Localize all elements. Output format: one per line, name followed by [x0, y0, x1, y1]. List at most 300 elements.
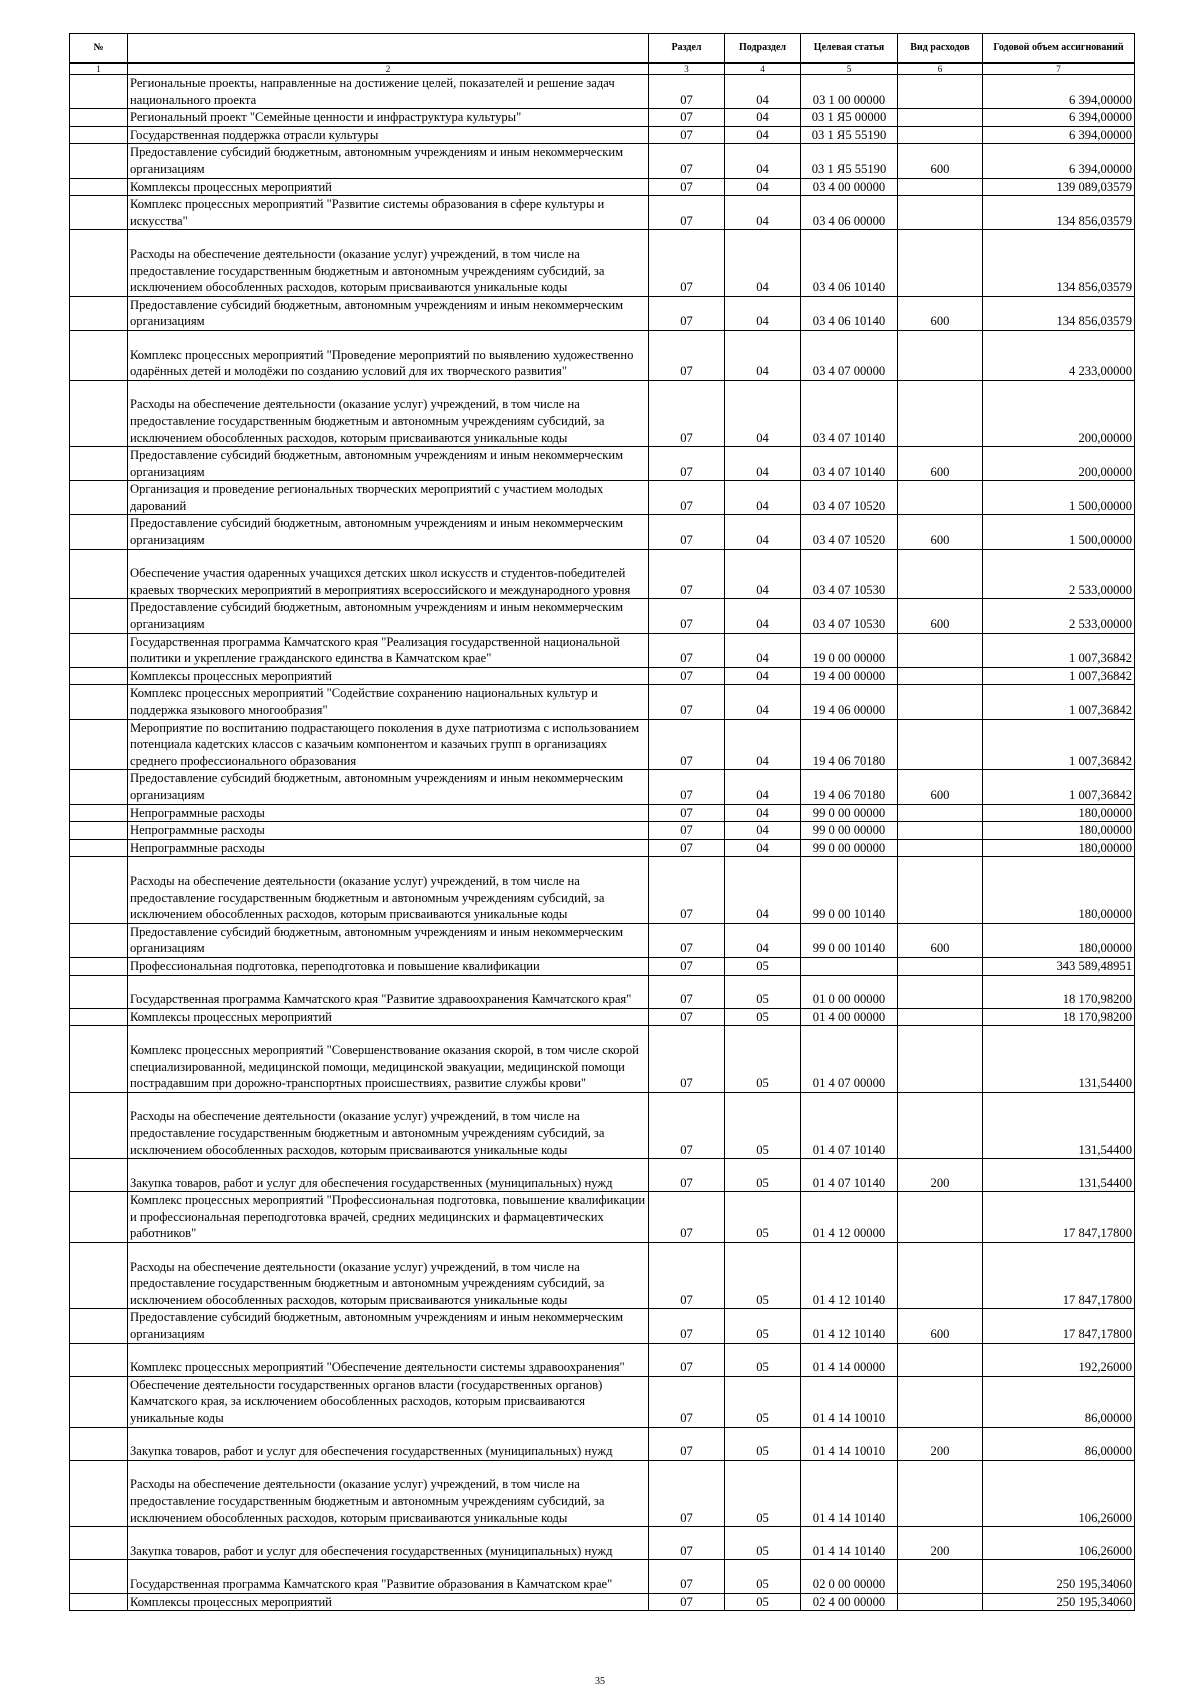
row-number-cell	[70, 1026, 128, 1092]
row-amount-cell: 18 170,98200	[983, 1008, 1135, 1026]
row-expense-type-cell	[898, 857, 983, 923]
row-razdel-cell: 07	[649, 1460, 725, 1526]
row-razdel-cell: 07	[649, 1092, 725, 1158]
row-target-article-cell: 19 4 00 00000	[801, 667, 898, 685]
row-target-article-cell: 03 4 06 10140	[801, 296, 898, 330]
row-target-article-cell: 01 4 07 10140	[801, 1159, 898, 1192]
row-name-cell: Государственная программа Камчатского края "Развитие образования в Камчатском крае"	[128, 1560, 649, 1593]
row-number-cell	[70, 1243, 128, 1309]
row-target-article-cell: 01 4 12 00000	[801, 1192, 898, 1243]
row-amount-cell: 131,54400	[983, 1026, 1135, 1092]
row-name-cell: Комплексы процессных мероприятий	[128, 178, 649, 196]
row-podrazdel-cell: 05	[725, 1008, 801, 1026]
row-target-article-cell	[801, 957, 898, 975]
row-name-cell: Непрограммные расходы	[128, 804, 649, 822]
row-name-cell: Обеспечение участия одаренных учащихся детских школ искусств и студентов-победителей краевых творческих мероприятий в мероприятиях всероссийского и международного уровня	[128, 549, 649, 599]
row-target-article-cell: 01 4 12 10140	[801, 1309, 898, 1343]
row-podrazdel-cell: 04	[725, 667, 801, 685]
budget-table	[69, 33, 1135, 1611]
row-podrazdel-cell: 04	[725, 481, 801, 515]
table-row	[70, 975, 1135, 1008]
row-expense-type-cell	[898, 957, 983, 975]
row-razdel-cell: 07	[649, 549, 725, 599]
row-amount-cell: 17 847,17800	[983, 1192, 1135, 1243]
row-name-cell: Комплекс процессных мероприятий "Профессиональная подготовка, повышение квалификации и профессиональная переподготовка врачей, средних медицинских и фармацевтических работников"	[128, 1192, 649, 1243]
row-target-article-cell: 03 4 06 10140	[801, 230, 898, 296]
row-podrazdel-cell: 05	[725, 1527, 801, 1560]
row-amount-cell: 6 394,00000	[983, 144, 1135, 178]
row-target-article-cell: 03 1 Я5 55190	[801, 144, 898, 178]
column-number: 2	[128, 63, 649, 75]
row-target-article-cell: 01 4 07 10140	[801, 1092, 898, 1158]
row-name-cell: Предоставление субсидий бюджетным, автономным учреждениям и иным некоммерческим организациям	[128, 923, 649, 957]
header-expense-type: Вид расходов	[898, 34, 983, 64]
row-podrazdel-cell: 04	[725, 296, 801, 330]
row-podrazdel-cell: 04	[725, 839, 801, 857]
row-number-cell	[70, 839, 128, 857]
row-razdel-cell: 07	[649, 719, 725, 770]
row-expense-type-cell: 200	[898, 1159, 983, 1192]
row-amount-cell: 131,54400	[983, 1092, 1135, 1158]
row-number-cell	[70, 1192, 128, 1243]
row-razdel-cell: 07	[649, 1593, 725, 1611]
row-number-cell	[70, 109, 128, 127]
row-razdel-cell: 07	[649, 144, 725, 178]
row-podrazdel-cell: 04	[725, 196, 801, 230]
row-razdel-cell: 07	[649, 633, 725, 667]
row-target-article-cell: 01 4 07 00000	[801, 1026, 898, 1092]
row-number-cell	[70, 515, 128, 549]
row-amount-cell: 180,00000	[983, 857, 1135, 923]
row-podrazdel-cell: 04	[725, 109, 801, 127]
row-expense-type-cell	[898, 1460, 983, 1526]
row-razdel-cell: 07	[649, 957, 725, 975]
table-row	[70, 330, 1135, 380]
row-razdel-cell: 07	[649, 1026, 725, 1092]
row-podrazdel-cell: 05	[725, 1159, 801, 1192]
row-number-cell	[70, 599, 128, 633]
row-expense-type-cell	[898, 822, 983, 840]
header-annual-volume: Годовой объем ассигнований	[983, 34, 1135, 64]
row-name-cell: Закупка товаров, работ и услуг для обеспечения государственных (муниципальных) нужд	[128, 1427, 649, 1460]
row-podrazdel-cell: 05	[725, 1309, 801, 1343]
table-row	[70, 178, 1135, 196]
row-podrazdel-cell: 04	[725, 719, 801, 770]
row-amount-cell: 1 007,36842	[983, 685, 1135, 719]
row-expense-type-cell	[898, 1192, 983, 1243]
row-razdel-cell: 07	[649, 857, 725, 923]
row-name-cell: Непрограммные расходы	[128, 839, 649, 857]
row-number-cell	[70, 75, 128, 109]
row-razdel-cell: 07	[649, 196, 725, 230]
table-row	[70, 1026, 1135, 1092]
row-name-cell: Комплекс процессных мероприятий "Совершенствование оказания скорой, в том числе скорой специализированной, медицинской помощи, медицинской эвакуации, медицинской помощи пострадавшим при дорожно-транспортных происшествиях, развитие службы крови"	[128, 1026, 649, 1092]
row-podrazdel-cell: 04	[725, 599, 801, 633]
row-amount-cell: 1 007,36842	[983, 770, 1135, 804]
table-row	[70, 1159, 1135, 1192]
row-amount-cell: 139 089,03579	[983, 178, 1135, 196]
row-target-article-cell: 03 4 07 10520	[801, 515, 898, 549]
row-expense-type-cell	[898, 633, 983, 667]
row-number-cell	[70, 1460, 128, 1526]
row-name-cell: Предоставление субсидий бюджетным, автономным учреждениям и иным некоммерческим организациям	[128, 515, 649, 549]
row-podrazdel-cell: 05	[725, 1593, 801, 1611]
row-number-cell	[70, 975, 128, 1008]
row-number-cell	[70, 957, 128, 975]
row-expense-type-cell	[898, 196, 983, 230]
row-name-cell: Расходы на обеспечение деятельности (оказание услуг) учреждений, в том числе на предоставление государственным бюджетным и автономным учреждениям субсидий, за исключением обособленных расходов, которым присваиваются уникальные коды	[128, 230, 649, 296]
row-expense-type-cell: 600	[898, 770, 983, 804]
row-podrazdel-cell: 05	[725, 1427, 801, 1460]
table-row	[70, 109, 1135, 127]
row-expense-type-cell	[898, 719, 983, 770]
table-row	[70, 957, 1135, 975]
row-expense-type-cell	[898, 330, 983, 380]
row-number-cell	[70, 1560, 128, 1593]
row-name-cell: Комплексы процессных мероприятий	[128, 1593, 649, 1611]
row-podrazdel-cell: 05	[725, 1460, 801, 1526]
row-target-article-cell: 19 4 06 70180	[801, 719, 898, 770]
table-row	[70, 1460, 1135, 1526]
row-razdel-cell: 07	[649, 975, 725, 1008]
row-target-article-cell: 99 0 00 10140	[801, 923, 898, 957]
row-target-article-cell: 01 4 14 10140	[801, 1460, 898, 1526]
row-number-cell	[70, 126, 128, 144]
row-target-article-cell: 03 1 Я5 55190	[801, 126, 898, 144]
column-number: 4	[725, 63, 801, 75]
row-razdel-cell: 07	[649, 1527, 725, 1560]
row-target-article-cell: 02 0 00 00000	[801, 1560, 898, 1593]
row-number-cell	[70, 144, 128, 178]
row-razdel-cell: 07	[649, 599, 725, 633]
row-razdel-cell: 07	[649, 685, 725, 719]
row-podrazdel-cell: 05	[725, 975, 801, 1008]
row-podrazdel-cell: 04	[725, 515, 801, 549]
row-number-cell	[70, 1309, 128, 1343]
row-name-cell: Закупка товаров, работ и услуг для обеспечения государственных (муниципальных) нужд	[128, 1527, 649, 1560]
row-razdel-cell: 07	[649, 667, 725, 685]
row-razdel-cell: 07	[649, 109, 725, 127]
table-body	[70, 75, 1135, 1611]
row-amount-cell: 17 847,17800	[983, 1309, 1135, 1343]
row-name-cell: Комплекс процессных мероприятий "Содействие сохранению национальных культур и поддержка языкового многообразия"	[128, 685, 649, 719]
row-number-cell	[70, 1427, 128, 1460]
table-row	[70, 447, 1135, 481]
row-name-cell: Комплекс процессных мероприятий "Проведение мероприятий по выявлению художественно одарённых детей и молодёжи по созданию условий для их творческого развития"	[128, 330, 649, 380]
row-expense-type-cell	[898, 839, 983, 857]
table-row	[70, 822, 1135, 840]
row-number-cell	[70, 481, 128, 515]
table-row	[70, 685, 1135, 719]
row-number-cell	[70, 1593, 128, 1611]
row-number-cell	[70, 770, 128, 804]
row-target-article-cell: 19 4 06 70180	[801, 770, 898, 804]
row-target-article-cell: 01 4 14 10010	[801, 1427, 898, 1460]
row-podrazdel-cell: 04	[725, 923, 801, 957]
row-podrazdel-cell: 05	[725, 1243, 801, 1309]
row-podrazdel-cell: 04	[725, 770, 801, 804]
row-razdel-cell: 07	[649, 481, 725, 515]
row-number-cell	[70, 719, 128, 770]
row-expense-type-cell	[898, 230, 983, 296]
row-podrazdel-cell: 04	[725, 144, 801, 178]
row-expense-type-cell: 600	[898, 515, 983, 549]
table-row	[70, 144, 1135, 178]
row-razdel-cell: 07	[649, 126, 725, 144]
table-row	[70, 857, 1135, 923]
row-target-article-cell: 03 4 07 10520	[801, 481, 898, 515]
row-number-cell	[70, 667, 128, 685]
row-target-article-cell: 01 4 12 10140	[801, 1243, 898, 1309]
row-name-cell: Предоставление субсидий бюджетным, автономным учреждениям и иным некоммерческим организациям	[128, 599, 649, 633]
row-target-article-cell: 19 4 06 00000	[801, 685, 898, 719]
row-expense-type-cell	[898, 1376, 983, 1427]
column-number: 5	[801, 63, 898, 75]
row-amount-cell: 1 007,36842	[983, 633, 1135, 667]
table-row	[70, 1008, 1135, 1026]
row-podrazdel-cell: 04	[725, 380, 801, 446]
row-podrazdel-cell: 05	[725, 1092, 801, 1158]
row-razdel-cell: 07	[649, 230, 725, 296]
row-name-cell: Комплекс процессных мероприятий "Обеспечение деятельности системы здравоохранения"	[128, 1343, 649, 1376]
row-name-cell: Мероприятие по воспитанию подрастающего поколения в духе патриотизма с использованием потенциала кадетских классов с казачьим компонентом и казачьих групп в организациях среднего профессионального образования	[128, 719, 649, 770]
row-amount-cell: 2 533,00000	[983, 549, 1135, 599]
row-target-article-cell: 03 4 07 10530	[801, 599, 898, 633]
row-amount-cell: 1 007,36842	[983, 719, 1135, 770]
table-row	[70, 481, 1135, 515]
row-razdel-cell: 07	[649, 1376, 725, 1427]
row-expense-type-cell	[898, 1593, 983, 1611]
row-podrazdel-cell: 04	[725, 330, 801, 380]
row-target-article-cell: 03 4 07 10140	[801, 380, 898, 446]
column-number: 3	[649, 63, 725, 75]
row-number-cell	[70, 633, 128, 667]
header-name	[128, 34, 649, 64]
row-razdel-cell: 07	[649, 515, 725, 549]
row-razdel-cell: 07	[649, 1560, 725, 1593]
row-number-cell	[70, 685, 128, 719]
row-razdel-cell: 07	[649, 1343, 725, 1376]
row-name-cell: Расходы на обеспечение деятельности (оказание услуг) учреждений, в том числе на предоставление государственным бюджетным и автономным учреждениям субсидий, за исключением обособленных расходов, которым присваиваются уникальные коды	[128, 380, 649, 446]
row-number-cell	[70, 296, 128, 330]
row-razdel-cell: 07	[649, 1243, 725, 1309]
row-number-cell	[70, 822, 128, 840]
row-amount-cell: 2 533,00000	[983, 599, 1135, 633]
row-amount-cell: 134 856,03579	[983, 230, 1135, 296]
row-name-cell: Государственная поддержка отрасли культуры	[128, 126, 649, 144]
row-number-cell	[70, 1376, 128, 1427]
table-row	[70, 1309, 1135, 1343]
row-number-cell	[70, 230, 128, 296]
row-target-article-cell: 99 0 00 10140	[801, 857, 898, 923]
header-num: №	[70, 34, 128, 64]
row-expense-type-cell	[898, 1008, 983, 1026]
row-target-article-cell: 99 0 00 00000	[801, 804, 898, 822]
row-expense-type-cell	[898, 667, 983, 685]
row-target-article-cell: 03 1 00 00000	[801, 75, 898, 109]
row-expense-type-cell	[898, 1026, 983, 1092]
row-name-cell: Профессиональная подготовка, переподготовка и повышение квалификации	[128, 957, 649, 975]
row-target-article-cell: 19 0 00 00000	[801, 633, 898, 667]
row-expense-type-cell: 600	[898, 599, 983, 633]
row-expense-type-cell	[898, 75, 983, 109]
row-name-cell: Расходы на обеспечение деятельности (оказание услуг) учреждений, в том числе на предоставление государственным бюджетным и автономным учреждениям субсидий, за исключением обособленных расходов, которым присваиваются уникальные коды	[128, 857, 649, 923]
row-name-cell: Предоставление субсидий бюджетным, автономным учреждениям и иным некоммерческим организациям	[128, 296, 649, 330]
row-name-cell: Организация и проведение региональных творческих мероприятий с участием молодых дарований	[128, 481, 649, 515]
row-razdel-cell: 07	[649, 296, 725, 330]
table-row	[70, 1243, 1135, 1309]
table-header	[70, 34, 1135, 75]
row-expense-type-cell	[898, 1560, 983, 1593]
row-number-cell	[70, 1343, 128, 1376]
row-expense-type-cell	[898, 1343, 983, 1376]
row-amount-cell: 106,26000	[983, 1527, 1135, 1560]
row-expense-type-cell	[898, 1092, 983, 1158]
row-expense-type-cell: 200	[898, 1527, 983, 1560]
row-amount-cell: 18 170,98200	[983, 975, 1135, 1008]
row-podrazdel-cell: 05	[725, 1376, 801, 1427]
row-amount-cell: 1 500,00000	[983, 481, 1135, 515]
row-podrazdel-cell: 04	[725, 447, 801, 481]
row-razdel-cell: 07	[649, 75, 725, 109]
row-target-article-cell: 01 4 14 10140	[801, 1527, 898, 1560]
table-row	[70, 719, 1135, 770]
row-razdel-cell: 07	[649, 839, 725, 857]
row-amount-cell: 4 233,00000	[983, 330, 1135, 380]
row-expense-type-cell	[898, 685, 983, 719]
column-number: 6	[898, 63, 983, 75]
row-number-cell	[70, 196, 128, 230]
row-podrazdel-cell: 05	[725, 1343, 801, 1376]
table-row	[70, 1427, 1135, 1460]
row-target-article-cell: 01 0 00 00000	[801, 975, 898, 1008]
row-podrazdel-cell: 05	[725, 1192, 801, 1243]
row-name-cell: Региональный проект "Семейные ценности и инфраструктура культуры"	[128, 109, 649, 127]
row-amount-cell: 192,26000	[983, 1343, 1135, 1376]
row-expense-type-cell	[898, 126, 983, 144]
row-target-article-cell: 03 4 07 10140	[801, 447, 898, 481]
row-amount-cell: 200,00000	[983, 380, 1135, 446]
column-number-row	[70, 63, 1135, 75]
row-name-cell: Непрограммные расходы	[128, 822, 649, 840]
row-razdel-cell: 07	[649, 447, 725, 481]
row-razdel-cell: 07	[649, 770, 725, 804]
page-number: 35	[595, 1676, 605, 1687]
row-podrazdel-cell: 04	[725, 75, 801, 109]
row-name-cell: Предоставление субсидий бюджетным, автономным учреждениям и иным некоммерческим организациям	[128, 1309, 649, 1343]
row-name-cell: Комплексы процессных мероприятий	[128, 1008, 649, 1026]
row-expense-type-cell	[898, 549, 983, 599]
row-razdel-cell: 07	[649, 178, 725, 196]
row-target-article-cell: 01 4 14 10010	[801, 1376, 898, 1427]
row-podrazdel-cell: 05	[725, 957, 801, 975]
row-name-cell: Комплексы процессных мероприятий	[128, 667, 649, 685]
row-number-cell	[70, 923, 128, 957]
row-number-cell	[70, 330, 128, 380]
header-podrazdel: Подраздел	[725, 34, 801, 64]
row-amount-cell: 1 007,36842	[983, 667, 1135, 685]
row-name-cell: Расходы на обеспечение деятельности (оказание услуг) учреждений, в том числе на предоставление государственным бюджетным и автономным учреждениям субсидий, за исключением обособленных расходов, которым присваиваются уникальные коды	[128, 1092, 649, 1158]
row-amount-cell: 180,00000	[983, 822, 1135, 840]
table-row	[70, 1376, 1135, 1427]
row-razdel-cell: 07	[649, 380, 725, 446]
column-number: 1	[70, 63, 128, 75]
row-amount-cell: 6 394,00000	[983, 75, 1135, 109]
row-podrazdel-cell: 04	[725, 804, 801, 822]
row-razdel-cell: 07	[649, 1309, 725, 1343]
row-number-cell	[70, 178, 128, 196]
row-number-cell	[70, 447, 128, 481]
table-row	[70, 923, 1135, 957]
row-target-article-cell: 01 4 14 00000	[801, 1343, 898, 1376]
row-razdel-cell: 07	[649, 923, 725, 957]
table-row	[70, 1560, 1135, 1593]
table-row	[70, 770, 1135, 804]
row-expense-type-cell	[898, 975, 983, 1008]
row-amount-cell: 180,00000	[983, 923, 1135, 957]
row-podrazdel-cell: 04	[725, 230, 801, 296]
table-row	[70, 633, 1135, 667]
table-row	[70, 296, 1135, 330]
row-expense-type-cell	[898, 380, 983, 446]
table-row	[70, 126, 1135, 144]
row-amount-cell: 86,00000	[983, 1427, 1135, 1460]
row-expense-type-cell: 200	[898, 1427, 983, 1460]
table-row	[70, 515, 1135, 549]
row-amount-cell: 86,00000	[983, 1376, 1135, 1427]
row-amount-cell: 106,26000	[983, 1460, 1135, 1526]
row-target-article-cell: 99 0 00 00000	[801, 839, 898, 857]
row-expense-type-cell: 600	[898, 923, 983, 957]
table-row	[70, 599, 1135, 633]
row-amount-cell: 343 589,48951	[983, 957, 1135, 975]
row-name-cell: Комплекс процессных мероприятий "Развитие системы образования в сфере культуры и искусства"	[128, 196, 649, 230]
row-expense-type-cell	[898, 804, 983, 822]
row-amount-cell: 180,00000	[983, 804, 1135, 822]
row-razdel-cell: 07	[649, 1159, 725, 1192]
table-row	[70, 804, 1135, 822]
table-row	[70, 667, 1135, 685]
row-razdel-cell: 07	[649, 804, 725, 822]
table-row	[70, 1343, 1135, 1376]
row-podrazdel-cell: 04	[725, 822, 801, 840]
budget-table-sheet	[69, 33, 1134, 1611]
row-number-cell	[70, 1092, 128, 1158]
row-target-article-cell: 01 4 00 00000	[801, 1008, 898, 1026]
row-amount-cell: 1 500,00000	[983, 515, 1135, 549]
row-name-cell: Предоставление субсидий бюджетным, автономным учреждениям и иным некоммерческим организациям	[128, 770, 649, 804]
table-row	[70, 549, 1135, 599]
table-row	[70, 1593, 1135, 1611]
row-number-cell	[70, 857, 128, 923]
row-amount-cell: 200,00000	[983, 447, 1135, 481]
row-podrazdel-cell: 05	[725, 1026, 801, 1092]
row-podrazdel-cell: 05	[725, 1560, 801, 1593]
row-expense-type-cell: 600	[898, 1309, 983, 1343]
table-row	[70, 380, 1135, 446]
row-name-cell: Государственная программа Камчатского края "Развитие здравоохранения Камчатского края"	[128, 975, 649, 1008]
row-target-article-cell: 03 4 07 10530	[801, 549, 898, 599]
row-number-cell	[70, 1159, 128, 1192]
row-name-cell: Предоставление субсидий бюджетным, автономным учреждениям и иным некоммерческим организациям	[128, 447, 649, 481]
row-expense-type-cell: 600	[898, 447, 983, 481]
row-number-cell	[70, 804, 128, 822]
row-razdel-cell: 07	[649, 822, 725, 840]
row-amount-cell: 180,00000	[983, 839, 1135, 857]
row-expense-type-cell	[898, 1243, 983, 1309]
row-expense-type-cell: 600	[898, 296, 983, 330]
row-podrazdel-cell: 04	[725, 857, 801, 923]
